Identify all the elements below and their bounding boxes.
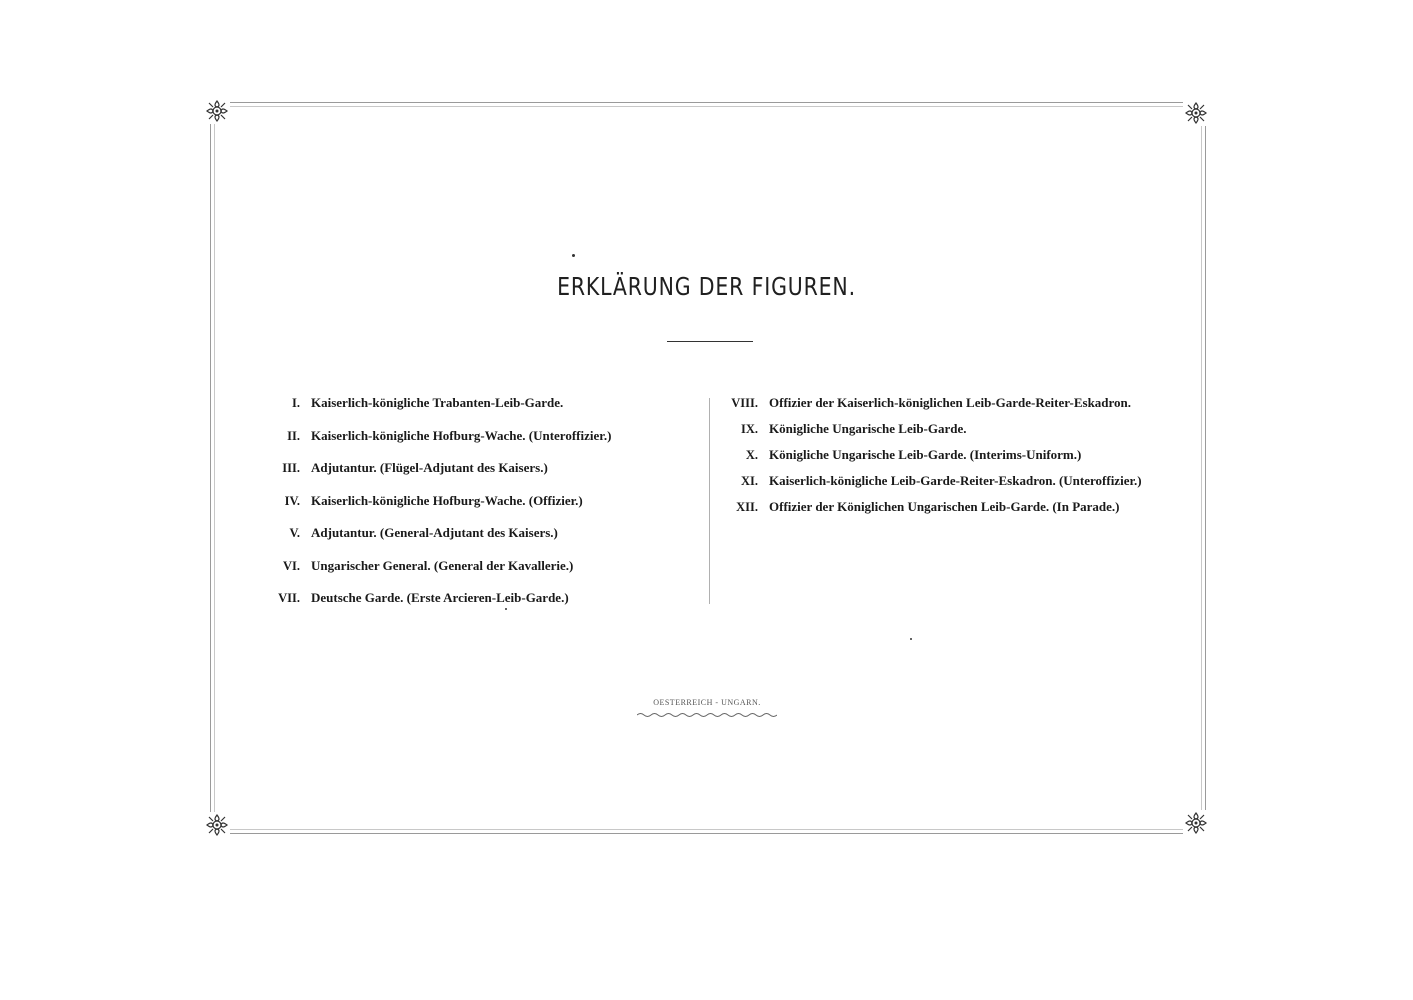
list-item <box>724 421 1156 437</box>
footer-wavy-underline <box>637 712 777 718</box>
ink-speck <box>572 254 575 257</box>
column-divider <box>709 398 710 604</box>
list-item <box>724 447 1156 463</box>
entry-numeral: IV. <box>284 493 300 508</box>
floral-corner-icon <box>1183 810 1209 836</box>
entry-numeral: IX. <box>740 422 758 436</box>
entry-numeral: XII. <box>736 500 758 514</box>
entry-numeral: XI. <box>740 474 758 488</box>
page-title: ERKLÄRUNG DER FIGUREN. <box>557 272 856 301</box>
entry-numeral: II. <box>287 428 300 443</box>
entry-text: Adjutantur. (General-Adjutant des Kaisers.) <box>311 525 558 540</box>
entry-text: Adjutantur. (Flügel-Adjutant des Kaisers.) <box>311 460 548 475</box>
floral-corner-icon <box>204 812 230 838</box>
entry-numeral: V. <box>289 526 300 540</box>
floral-corner-icon <box>204 98 230 124</box>
list-item <box>724 473 1156 489</box>
list-item <box>724 499 1156 515</box>
title-underline <box>667 341 753 342</box>
entry-text: Kaiserlich-königliche Leib-Garde-Reiter-Eskadron. (Unteroffizier.) <box>769 473 1142 488</box>
entry-text: Deutsche Garde. (Erste Arcieren-Leib-Garde.) <box>311 590 569 605</box>
list-item <box>262 395 682 428</box>
entry-numeral: VII. <box>278 591 300 605</box>
list-item <box>262 525 682 558</box>
entry-text: Offizier der Königlichen Ungarischen Leib-Garde. (In Parade.) <box>769 499 1120 514</box>
entry-numeral: VIII. <box>731 396 758 410</box>
entry-text: Kaiserlich-königliche Hofburg-Wache. (Offizier.) <box>311 492 583 508</box>
entry-text: Kaiserlich-königliche Hofburg-Wache. (Unteroffizier.) <box>311 427 612 443</box>
figure-list-left <box>262 395 682 623</box>
entry-numeral: I. <box>292 396 300 410</box>
list-item <box>262 590 682 623</box>
entry-text: Kaiserlich-königliche Trabanten-Leib-Garde. <box>311 395 564 410</box>
figure-list-right <box>724 395 1156 525</box>
footer-label: OESTERREICH - UNGARN. <box>653 698 761 707</box>
entry-text: Offizier der Kaiserlich-königlichen Leib-Garde-Reiter-Eskadron. <box>769 395 1132 410</box>
entry-text: Königliche Ungarische Leib-Garde. <box>769 421 967 436</box>
entry-numeral: VI. <box>282 558 300 573</box>
list-item <box>262 460 682 493</box>
floral-corner-icon <box>1183 100 1209 126</box>
ink-speck <box>910 638 912 640</box>
entry-numeral: III. <box>282 461 300 475</box>
entry-text: Königliche Ungarische Leib-Garde. (Interims-Uniform.) <box>769 447 1082 462</box>
ink-speck <box>505 608 507 610</box>
entry-text: Ungarischer General. (General der Kavallerie.) <box>311 557 574 573</box>
list-item <box>262 558 682 591</box>
list-item <box>724 395 1156 411</box>
entry-numeral: X. <box>745 448 758 462</box>
list-item <box>262 428 682 461</box>
list-item <box>262 493 682 526</box>
